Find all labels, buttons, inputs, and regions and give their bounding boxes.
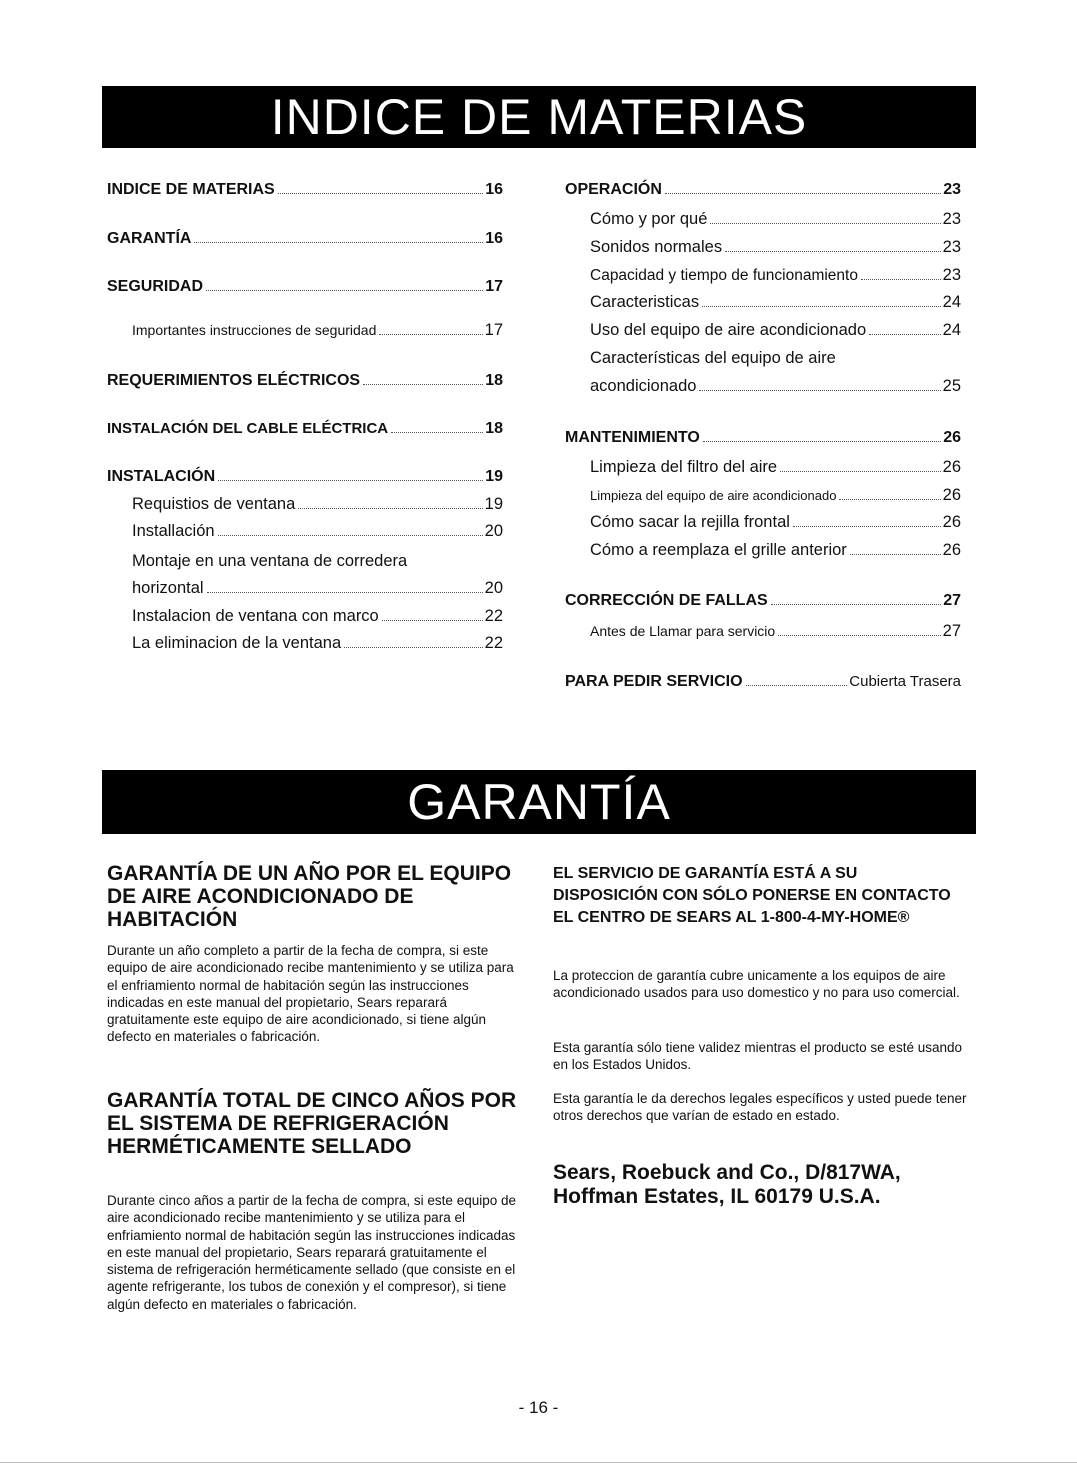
toc-entry: Sonidos normales 23 bbox=[590, 238, 961, 256]
toc-entry: Caracteristicas 24 bbox=[590, 293, 961, 311]
toc-entry: Características del equipo de aire bbox=[590, 349, 836, 367]
toc-banner: INDICE DE MATERIAS bbox=[102, 86, 976, 148]
toc-entry: Limpieza del filtro del aire 26 bbox=[590, 458, 961, 476]
toc-entry: Requistios de ventana 19 bbox=[132, 495, 503, 513]
toc-entry: Cómo sacar la rejilla frontal 26 bbox=[590, 513, 961, 531]
toc-entry: Uso del equipo de aire acondicionado 24 bbox=[590, 321, 961, 339]
coverage-text: La proteccion de garantía cubre unicamente a los equipos de aire acondicionado usados para uso domestico y no para uso comercial. bbox=[553, 968, 960, 1001]
toc-entry: Montaje en una ventana de corredera bbox=[132, 552, 408, 570]
toc-entry: Installación 20 bbox=[132, 522, 503, 540]
legal-rights-text: Esta garantía le da derechos legales específicos y usted puede tener otros derechos que varían de estado en estado. bbox=[553, 1091, 967, 1124]
toc-entry: Cómo a reemplaza el grille anterior 26 bbox=[590, 541, 961, 559]
toc-entry: horizontal 20 bbox=[132, 579, 503, 597]
toc-entry: acondicionado 25 bbox=[590, 377, 961, 395]
toc-entry: La eliminacion de la ventana 22 bbox=[132, 634, 503, 652]
five-year-warranty-heading: GARANTÍA TOTAL DE CINCO AÑOS POR EL SISTEMA DE REFRIGERACIÓN HERMÉTICAMENTE SELLADO bbox=[107, 1089, 517, 1158]
warranty-banner: GARANTÍA bbox=[102, 770, 976, 834]
bottom-rule bbox=[0, 1462, 1077, 1463]
toc-entry: Capacidad y tiempo de funcionamiento 23 bbox=[590, 266, 961, 284]
toc-entry: INDICE DE MATERIAS 16 bbox=[107, 181, 503, 198]
one-year-warranty-heading: GARANTÍA DE UN AÑO POR EL EQUIPO DE AIRE ACONDICIONADO DE HABITACIÓN bbox=[107, 862, 512, 931]
toc-entry: Cómo y por qué 23 bbox=[590, 210, 961, 228]
toc-entry: REQUERIMIENTOS ELÉCTRICOS 18 bbox=[107, 372, 503, 389]
five-year-warranty-text: Durante cinco años a partir de la fecha de compra, si este equipo de aire acondicionado recibe mantenimiento y se utiliza para el enfriamiento normal de habitación según las instrucciones indicadas en este manual del propietario, Sears reparará gratuitamente el sistema de refrigeración herméticamente sellado (que consiste en el agente refrigerante, los tubos de conexión y el compresor), si tiene algún defecto en materiales o fabricación. bbox=[107, 1193, 516, 1312]
toc-entry: Instalacion de ventana con marco 22 bbox=[132, 607, 503, 625]
toc-entry: INSTALACIÓN 19 bbox=[107, 468, 503, 485]
toc-entry: PARA PEDIR SERVICIO Cubierta Trasera bbox=[565, 673, 961, 690]
one-year-warranty-text: Durante un año completo a partir de la fecha de compra, si este equipo de aire acondicionado recibe mantenimiento y se utiliza para el enfriamiento normal de habitación según las instrucciones indicadas en este manual del propietario, Sears reparará gratuitamente este equipo de aire acondicionado, si tiene algún defecto en materiales o fabricación. bbox=[107, 943, 514, 1045]
toc-entry: INSTALACIÓN DEL CABLE ELÉCTRICA 18 bbox=[107, 420, 503, 437]
usa-validity-text: Esta garantía sólo tiene validez mientras el producto se esté usando en los Estados Unidos. bbox=[553, 1040, 962, 1073]
toc-entry: Limpieza del equipo de aire acondicionado 26 bbox=[590, 486, 961, 504]
toc-entry: CORRECCIÓN DE FALLAS 27 bbox=[565, 592, 961, 609]
page-number: - 16 - bbox=[518, 1398, 559, 1417]
sears-address: Sears, Roebuck and Co., D/817WA, Hoffman Estates, IL 60179 U.S.A. bbox=[553, 1161, 901, 1208]
toc-entry: OPERACIÓN 23 bbox=[565, 181, 961, 198]
toc-entry: Antes de Llamar para servicio 27 bbox=[590, 622, 961, 640]
toc-entry: MANTENIMIENTO 26 bbox=[565, 429, 961, 446]
toc-entry: SEGURIDAD 17 bbox=[107, 278, 503, 295]
toc-entry: Importantes instrucciones de seguridad 17 bbox=[132, 321, 503, 339]
service-heading: EL SERVICIO DE GARANTÍA ESTÁ A SU DISPOSICIÓN CON SÓLO PONERSE EN CONTACTO EL CENTRO DE SEARS AL 1-800-4-MY-HOME® bbox=[553, 865, 951, 926]
toc-entry: GARANTÍA 16 bbox=[107, 230, 503, 247]
